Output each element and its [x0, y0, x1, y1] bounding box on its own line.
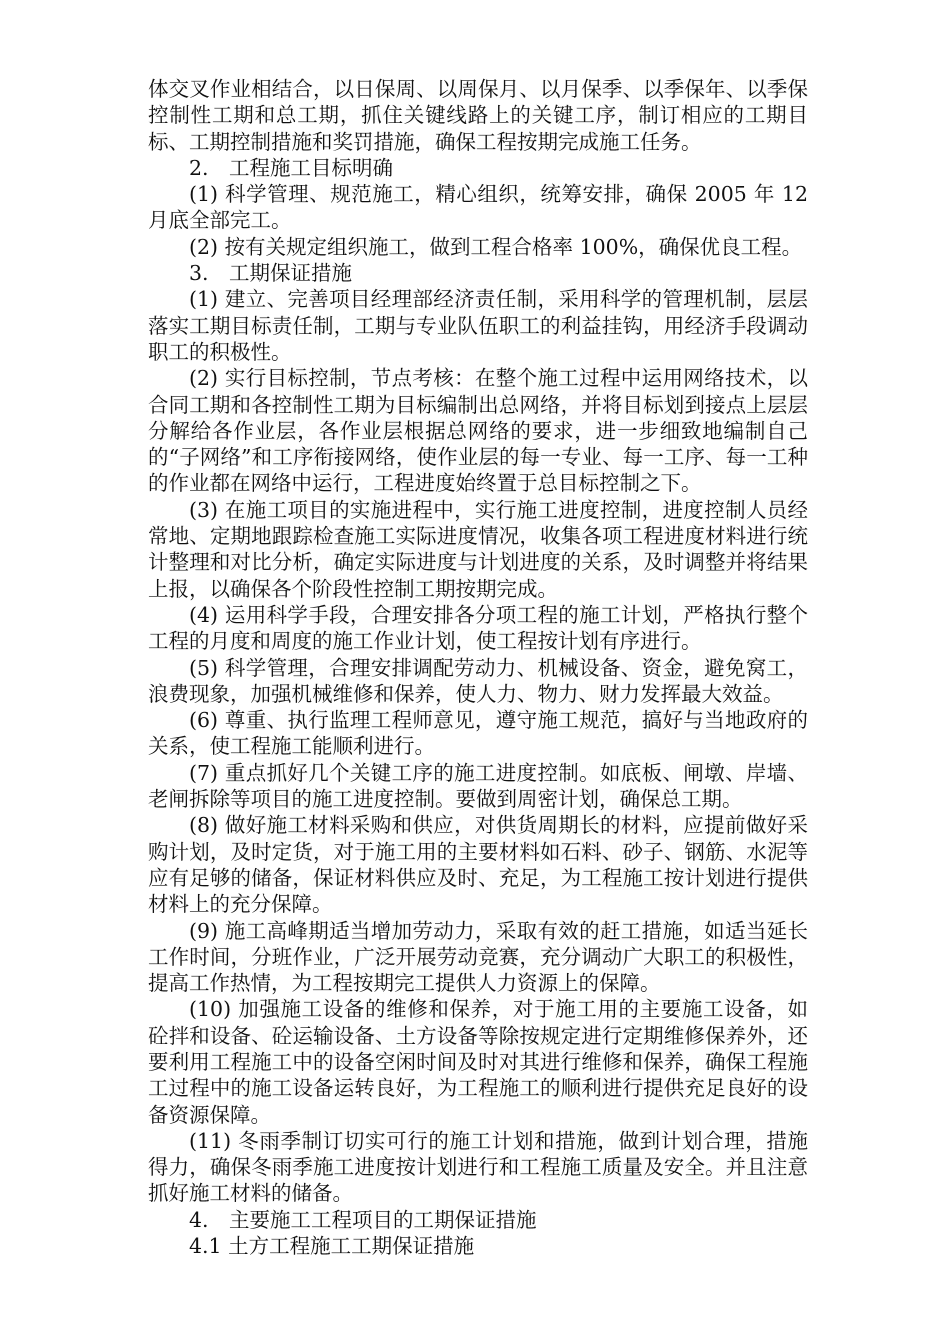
section-3-item-5: (5) 科学管理，合理安排调配劳动力、机械设备、资金，避免窝工，浪费现象，加强机械维修和保养，使人力、物力、财力发挥最大效益。 — [148, 655, 808, 706]
section-3-item-3: (3) 在施工项目的实施进程中，实行施工进度控制，进度控制人员经常地、定期地跟踪检查施工实际进度情况，收集各项工程进度材料进行统计整理和对比分析，确定实际进度与计划进度的关系，及时调整并将结果上报，以确保各个阶段性控制工期按期完成。 — [148, 497, 808, 601]
section-3-item-1: (1) 建立、完善项目经理部经济责任制，采用科学的管理机制，层层落实工期目标责任制，工期与专业队伍职工的利益挂钩，用经济手段调动职工的积极性。 — [148, 287, 808, 364]
section-3-item-8: (8) 做好施工材料采购和供应，对供货周期长的材料，应提前做好采购计划，及时定货，对于施工用的主要材料如石料、砂子、钢筋、水泥等应有足够的储备，保证材料供应及时、充足，为工程施工按计划进行提供材料上的充分保障。 — [148, 813, 808, 917]
section-4-1-subheading: 4.1 土方工程施工工期保证措施 — [189, 1234, 475, 1259]
intro-paragraph: 体交叉作业相结合，以日保周、以周保月、以月保季、以季保年、以季保控制性工期和总工期，抓住关键线路上的关键工序，制订相应的工期目标、工期控制措施和奖罚措施，确保工程按期完成施工任务。 — [148, 77, 808, 154]
section-3-item-11: (11) 冬雨季制订切实可行的施工计划和措施，做到计划合理，措施得力，确保冬雨季施工进度按计划进行和工程施工质量及安全。并且注意抓好施工材料的储备。 — [148, 1128, 808, 1206]
document-body — [148, 76, 808, 1259]
section-3-item-7: (7) 重点抓好几个关键工序的施工进度控制。如底板、闸墩、岸墙、老闸拆除等项目的施工进度控制。要做到周密计划，确保总工期。 — [148, 760, 808, 812]
section-3-item-10: (10) 加强施工设备的维修和保养，对于施工用的主要施工设备，如砼拌和设备、砼运输设备、土方设备等除按规定进行定期维修保养外，还要利用工程施工中的设备空闲时间及时对其进行维修和保养，确保工程施工过程中的施工设备运转良好，为工程施工的顺利进行提供充足良好的设备资源保障。 — [148, 997, 808, 1127]
section-2-item-2: (2) 按有关规定组织施工，做到工程合格率 100%，确保优良工程。 — [189, 234, 803, 259]
section-3-item-4: (4) 运用科学手段，合理安排各分项工程的施工计划，严格执行整个工程的月度和周度的施工作业计划，使工程按计划有序进行。 — [148, 602, 808, 654]
section-3-item-6: (6) 尊重、执行监理工程师意见，遵守施工规范，搞好与当地政府的关系，使工程施工能顺利进行。 — [148, 708, 808, 759]
section-3-item-2: (2) 实行目标控制，节点考核：在整个施工过程中运用网络技术，以合同工期和各控制性工期为目标编制出总网络，并将目标划到接点上层层分解给各作业层，各作业层根据总网络的要求，进一步细致地编制自己的“子网络”和工序衔接网络，使作业层的每一专业、每一工序、每一工种的作业都在网络中运行，工程进度始终置于总目标控制之下。 — [148, 366, 808, 496]
section-4-heading: 4. 主要施工工程项目的工期保证措施 — [189, 1207, 537, 1232]
section-3-heading: 3. 工期保证措施 — [189, 261, 353, 286]
section-2-item-1: (1) 科学管理、规范施工，精心组织，统筹安排，确保 2005 年 12 月底全部完工。 — [148, 182, 808, 233]
section-3-item-9: (9) 施工高峰期适当增加劳动力，采取有效的赶工措施，如适当延长工作时间，分班作业，广泛开展劳动竞赛，充分调动广大职工的积极性，提高工作热情，为工程按期完工提供人力资源上的保障。 — [148, 918, 808, 996]
section-2-heading: 2. 工程施工目标明确 — [189, 155, 394, 180]
